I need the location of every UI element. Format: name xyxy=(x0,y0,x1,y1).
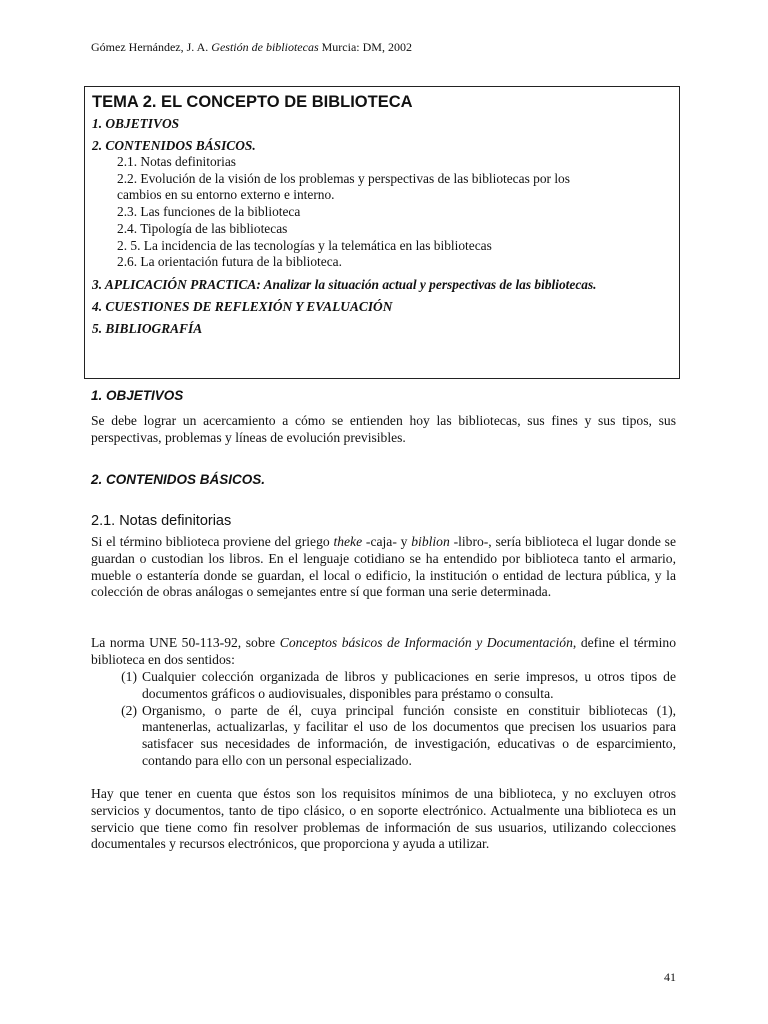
summary-subitem: cambios en su entorno externo e interno. xyxy=(117,187,335,203)
header-place-date: Murcia: DM, 2002 xyxy=(321,40,412,54)
notas-paragraph-1: Si el término biblioteca proviene del griego theke -caja- y biblion -libro-, sería biblioteca el lugar donde se guardan o custodian los libros. En el lenguaje cotidiano se ha entendido por biblioteca tanto el armario, mueble o estantería donde se guardan, el local o edificio, la institución o entidad de lectura pública, y la colección de obras análogas o semejantes entre sí que forman una serie determinada. xyxy=(91,534,676,600)
summary-contenidos: 2. CONTENIDOS BÁSICOS. xyxy=(92,138,256,153)
summary-subitem: 2.3. Las funciones de la biblioteca xyxy=(117,204,301,220)
topic-summary-box xyxy=(84,86,680,379)
summary-subitem: 2.1. Notas definitorias xyxy=(117,154,237,169)
summary-subitem: 2.2. Evolución de la visión de los problemas y perspectivas de las bibliotecas por los xyxy=(117,170,570,186)
header-authors: Gómez Hernández, J. A. xyxy=(91,40,209,54)
objetivos-paragraph: Se debe lograr un acercamiento a cómo se entienden hoy las bibliotecas, sus fines y sus tipos, sus perspectivas, problemas y líneas de evolución previsibles. xyxy=(91,413,676,445)
definition-list xyxy=(91,669,676,770)
notas-paragraph-3: Hay que tener en cuenta que éstos son los requisitos mínimos de una biblioteca, y no excluyen otros servicios y documentos, tanto de tipo clásico, o en soporte electrónico. Actualmente una biblioteca es un servicio que tiene como fin resolver problemas de información de sus usuarios, utilizando colecciones documentales y recursos electrónicos, que proporciona y ayuda a utilizar. xyxy=(91,786,676,852)
summary-cuestiones: 4. CUESTIONES DE REFLEXIÓN Y EVALUACIÓN xyxy=(92,298,393,314)
summary-bibliografia: 5. BIBLIOGRAFÍA xyxy=(92,320,203,336)
header-book-title: Gestión de bibliotecas xyxy=(211,40,319,54)
summary-subitem: 2.4. Tipología de las bibliotecas xyxy=(117,220,288,236)
list-item: (1) Cualquier colección organizada de libros y publicaciones en serie impresos, u otros tipos de documentos gráficos o audiovisuales, disponibles para préstamo o consulta. xyxy=(121,669,676,701)
list-item: (2) Organismo, o parte de él, cuya principal función consiste en constituir bibliotecas (1), mantenerlas, actualizarlas, y facilitar el uso de los documentos que precisen los usuarios para satisfacer sus necesidades de información, de investigación, educativas o de esparcimiento, contando para ello con un personal especializado. xyxy=(121,702,676,768)
section-heading-contenidos: 2. CONTENIDOS BÁSICOS. xyxy=(91,472,266,487)
summary-subitem: 2.6. La orientación futura de la biblioteca. xyxy=(117,254,342,270)
section-heading-objetivos: 1. OBJETIVOS xyxy=(91,388,184,403)
subsection-heading-notas: 2.1. Notas definitorias xyxy=(91,513,232,529)
running-header xyxy=(91,40,412,55)
page-number: 41 xyxy=(664,970,676,984)
summary-objetivos: 1. OBJETIVOS xyxy=(92,116,180,131)
notas-paragraph-2: La norma UNE 50-113-92, sobre Conceptos básicos de Información y Documentación, define el término biblioteca en dos sentidos: xyxy=(91,635,677,667)
topic-title: TEMA 2. EL CONCEPTO DE BIBLIOTECA xyxy=(92,93,413,111)
summary-aplicacion: 3. APLICACIÓN PRACTICA: Analizar la situación actual y perspectivas de las bibliotecas. xyxy=(92,276,597,292)
summary-subitem: 2. 5. La incidencia de las tecnologías y la telemática en las bibliotecas xyxy=(117,237,492,253)
